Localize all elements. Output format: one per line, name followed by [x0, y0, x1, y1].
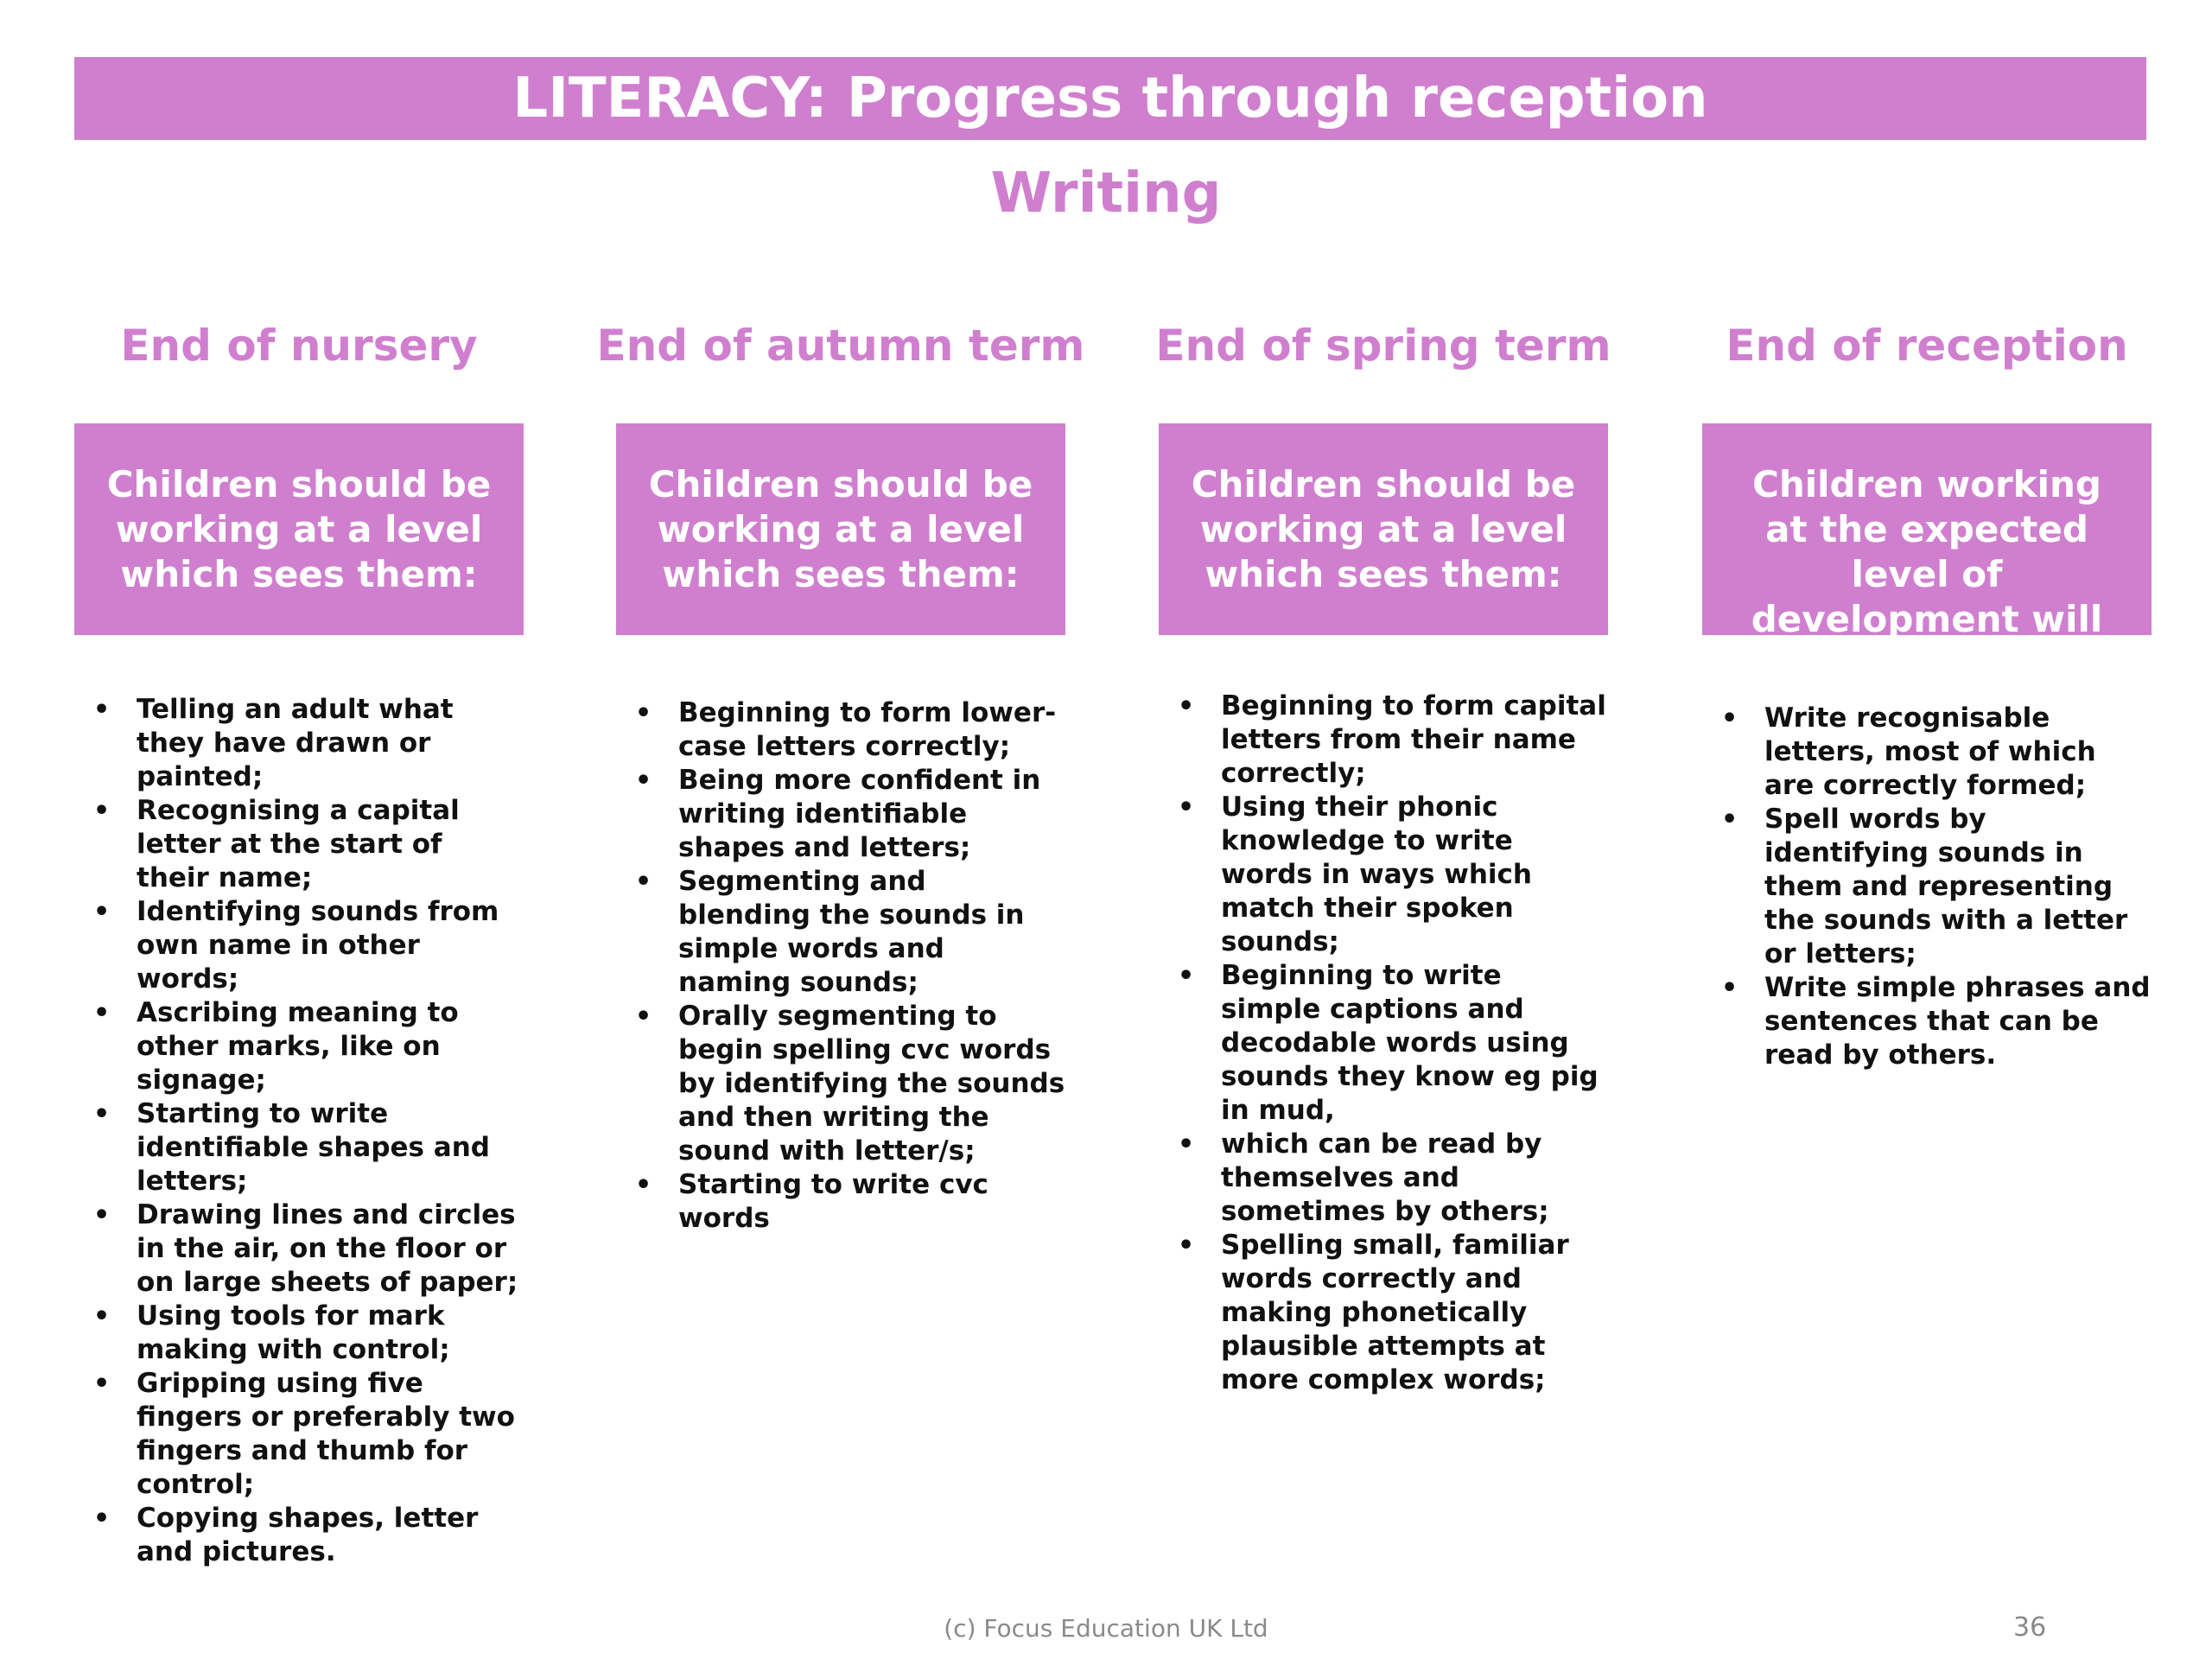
list-item: • Starting to write cvc words [635, 1169, 988, 1234]
column-intro-box: Children should be working at a level which sees them: [74, 423, 524, 635]
bullet-icon: • [93, 796, 111, 826]
bullet-icon: • [1178, 1129, 1195, 1160]
column-bullet-list [74, 693, 524, 1569]
bullet-icon: • [93, 1200, 111, 1230]
page-number: 36 [2013, 1612, 2047, 1643]
copyright-footer: (c) Focus Education UK Ltd [944, 1614, 1268, 1643]
list-item: • Using tools for mark making with control; [93, 1300, 450, 1365]
list-item: • Ascribing meaning to other marks, like on signage; [93, 997, 459, 1096]
bullet-icon: • [635, 1170, 652, 1200]
list-item: • Drawing lines and circles in the air, on the floor or on large sheets of paper; [93, 1199, 518, 1298]
list-item: • Spelling small, familiar words correctly and making phonetically plausible attempts at more complex words; [1178, 1230, 1569, 1395]
bullet-icon: • [93, 897, 111, 927]
list-item: • Gripping using five fingers or preferably two fingers and thumb for control; [93, 1368, 515, 1500]
column-heading: End of nursery [120, 321, 478, 371]
column-intro-box: Children should be working at a level which sees them: [1159, 423, 1608, 635]
list-item: • Identifying sounds from own name in other words; [93, 896, 499, 995]
column-end-of-reception [1702, 311, 2152, 1071]
bullet-icon: • [93, 695, 111, 725]
column-end-of-autumn-term [596, 311, 1085, 1234]
list-item: • Starting to write identifiable shapes and letters; [93, 1098, 490, 1197]
bullet-icon: • [1178, 792, 1195, 823]
column-intro-box: Children working at the expected level of development will [1702, 423, 2152, 635]
bullet-icon: • [93, 998, 111, 1028]
list-item: • which can be read by themselves and sometimes by others; [1178, 1128, 1549, 1227]
list-item: • Copying shapes, letter and pictures. [93, 1503, 479, 1567]
column-end-of-nursery [74, 311, 524, 1567]
column-bullet-list [1159, 690, 1608, 1397]
bullet-icon: • [1721, 973, 1738, 1003]
bullet-icon: • [635, 1001, 652, 1032]
list-item: • Write simple phrases and sentences that can be read by others. [1721, 972, 2151, 1071]
list-item: • Beginning to form lower-case letters correctly; [635, 697, 1057, 762]
bullet-icon: • [93, 1503, 111, 1534]
list-item: • Using their phonic knowledge to write words in ways which match their spoken sounds; [1178, 791, 1532, 957]
column-heading: End of spring term [1155, 321, 1611, 371]
column-intro-box: Children should be working at a level which sees them: [616, 423, 1065, 635]
bullet-icon: • [635, 766, 652, 796]
column-bullet-list [616, 696, 1065, 1236]
bullet-icon: • [93, 1099, 111, 1129]
list-item: • Telling an adult what they have drawn or painted; [93, 694, 454, 792]
list-item: • Write recognisable letters, most of which are correctly formed; [1721, 702, 2096, 801]
bullet-icon: • [93, 1301, 111, 1332]
page-title: LITERACY: Progress through reception [512, 67, 1708, 130]
column-end-of-spring-term [1155, 311, 1611, 1395]
bullet-icon: • [1178, 691, 1195, 721]
column-bullet-list [1702, 702, 2152, 1072]
list-item: • Spell words by identifying sounds in them and representing the sounds with a letter or letters; [1721, 804, 2128, 969]
bullet-icon: • [1721, 703, 1738, 734]
bullet-icon: • [1721, 804, 1738, 835]
bullet-icon: • [93, 1369, 111, 1399]
bullet-icon: • [1178, 1230, 1195, 1261]
page-title-bar [74, 57, 2146, 140]
list-item: • Beginning to write simple captions and decodable words using sounds they know eg pig in mud, [1178, 960, 1599, 1126]
bullet-icon: • [1178, 961, 1195, 991]
page-subtitle: Writing [990, 162, 1222, 226]
list-item: • Being more confident in writing identifiable shapes and letters; [635, 765, 1041, 863]
list-item: • Orally segmenting to begin spelling cvc words by identifying the sounds and then writing the sound with letter/s; [635, 1001, 1065, 1166]
bullet-icon: • [635, 867, 652, 897]
list-item: • Segmenting and blending the sounds in simple words and naming sounds; [635, 866, 1025, 998]
list-item: • Recognising a capital letter at the start of their name; [93, 795, 460, 893]
list-item: • Beginning to form capital letters from their name correctly; [1178, 690, 1606, 789]
column-heading: End of reception [1726, 321, 2128, 371]
bullet-icon: • [635, 698, 652, 728]
column-heading: End of autumn term [596, 321, 1085, 371]
